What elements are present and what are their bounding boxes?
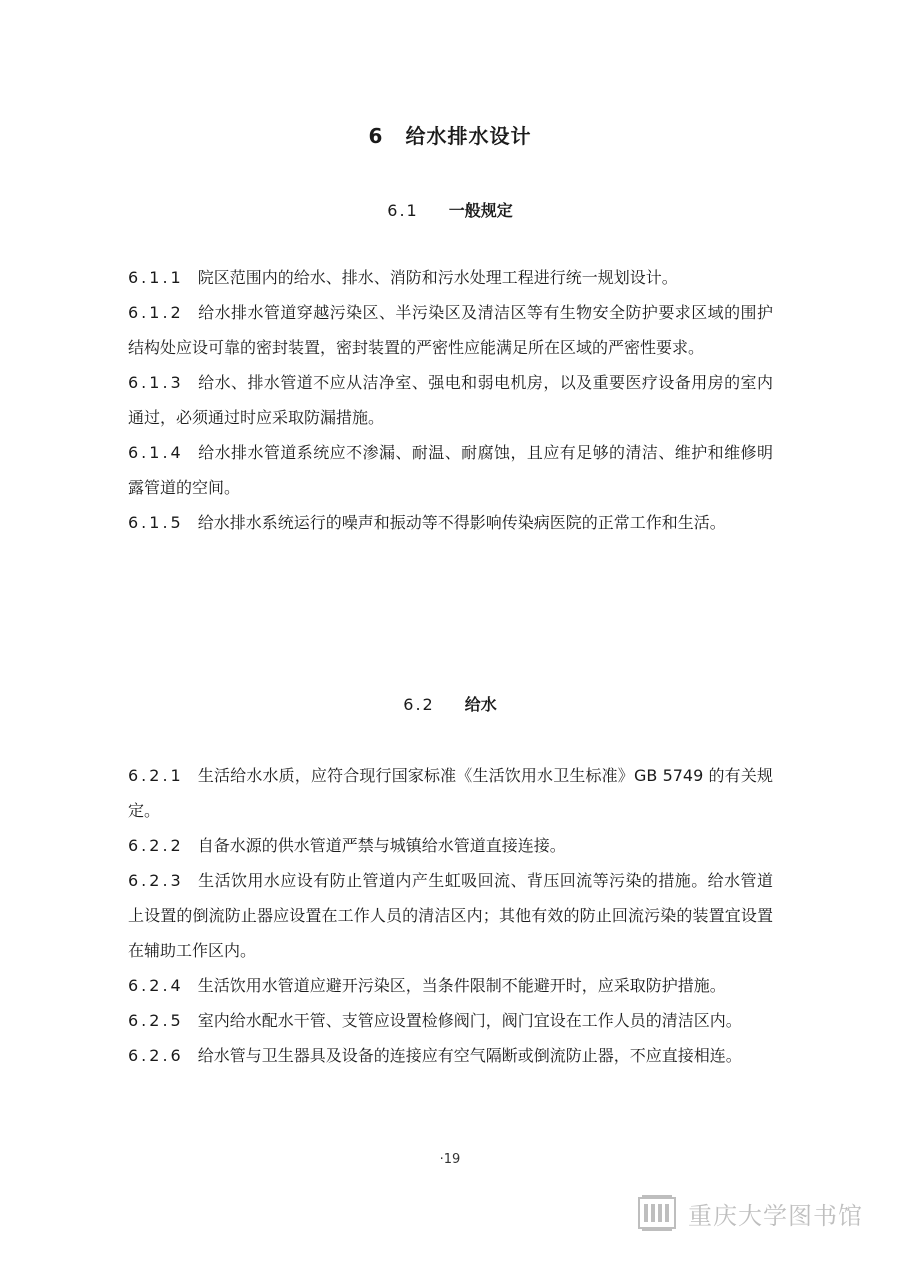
clause-text: 给水排水管道系统应不渗漏、耐温、耐腐蚀，且应有足够的清洁、维护和维修明露管道的空间。 bbox=[128, 443, 773, 497]
clause-number: 6.2.5 bbox=[128, 1011, 184, 1030]
clause-text: 生活给水水质，应符合现行国家标准《生活饮用水卫生标准》GB 5749 的有关规定。 bbox=[128, 766, 773, 820]
clause-number: 6.2.1 bbox=[128, 766, 184, 785]
chapter-title bbox=[0, 120, 900, 149]
chapter-number: 6 bbox=[368, 124, 384, 148]
library-logo-icon bbox=[636, 1192, 678, 1234]
clause-text: 给水管与卫生器具及设备的连接应有空气隔断或倒流防止器，不应直接相连。 bbox=[197, 1046, 742, 1065]
clause-text: 给水排水管道穿越污染区、半污染区及清洁区等有生物安全防护要求区域的围护结构处应设可靠的密封装置，密封装置的严密性应能满足所在区域的严密性要求。 bbox=[128, 303, 773, 357]
clause-number: 6.2.3 bbox=[128, 871, 184, 890]
clause-text: 生活饮用水管道应避开污染区，当条件限制不能避开时，应采取防护措施。 bbox=[197, 976, 726, 995]
watermark-text: 重庆大学图书馆 bbox=[688, 1201, 863, 1230]
page-number: ·19 bbox=[439, 1152, 461, 1167]
chapter-title-text: 给水排水设计 bbox=[405, 124, 532, 148]
clause-number: 6.1.3 bbox=[128, 373, 184, 392]
clause-text: 自备水源的供水管道严禁与城镇给水管道直接连接。 bbox=[197, 836, 566, 855]
clause-number: 6.1.5 bbox=[128, 513, 184, 532]
clause-number: 6.1.2 bbox=[128, 303, 184, 322]
clause-6-1-3 bbox=[128, 365, 773, 435]
section-number: 6.2 bbox=[403, 695, 435, 714]
clause-number: 6.2.6 bbox=[128, 1046, 184, 1065]
clause-6-2-1 bbox=[128, 758, 773, 828]
section-title-text: 给水 bbox=[464, 695, 497, 714]
clause-text: 院区范围内的给水、排水、消防和污水处理工程进行统一规划设计。 bbox=[197, 268, 678, 287]
clause-text: 室内给水配水干管、支管应设置检修阀门，阀门宜设在工作人员的清洁区内。 bbox=[197, 1011, 742, 1030]
section-title-6-2 bbox=[0, 692, 900, 715]
clause-6-1-4 bbox=[128, 435, 773, 505]
clause-6-1-2 bbox=[128, 295, 773, 365]
clause-text: 给水排水系统运行的噪声和振动等不得影响传染病医院的正常工作和生活。 bbox=[197, 513, 726, 532]
clause-6-2-2 bbox=[128, 828, 773, 863]
clause-text: 给水、排水管道不应从洁净室、强电和弱电机房，以及重要医疗设备用房的室内通过，必须通过时应采取防漏措施。 bbox=[128, 373, 773, 427]
clause-text: 生活饮用水应设有防止管道内产生虹吸回流、背压回流等污染的措施。给水管道上设置的倒流防止器应设置在工作人员的清洁区内；其他有效的防止回流污染的装置宜设置在辅助工作区内。 bbox=[128, 871, 773, 960]
clause-6-1-1 bbox=[128, 260, 773, 295]
section-title-6-1 bbox=[0, 198, 900, 221]
section-title-text: 一般规定 bbox=[448, 201, 513, 220]
clause-number: 6.2.4 bbox=[128, 976, 184, 995]
clause-6-2-4 bbox=[128, 968, 773, 1003]
clause-6-2-6 bbox=[128, 1038, 773, 1073]
clause-6-2-3 bbox=[128, 863, 773, 968]
section-number: 6.1 bbox=[387, 201, 419, 220]
clause-number: 6.2.2 bbox=[128, 836, 184, 855]
clause-number: 6.1.4 bbox=[128, 443, 184, 462]
section-6-1-clauses bbox=[128, 260, 773, 540]
clause-6-2-5 bbox=[128, 1003, 773, 1038]
clause-number: 6.1.1 bbox=[128, 268, 184, 287]
library-watermark bbox=[636, 1188, 876, 1238]
section-6-2-clauses bbox=[128, 758, 773, 1073]
clause-6-1-5 bbox=[128, 505, 773, 540]
